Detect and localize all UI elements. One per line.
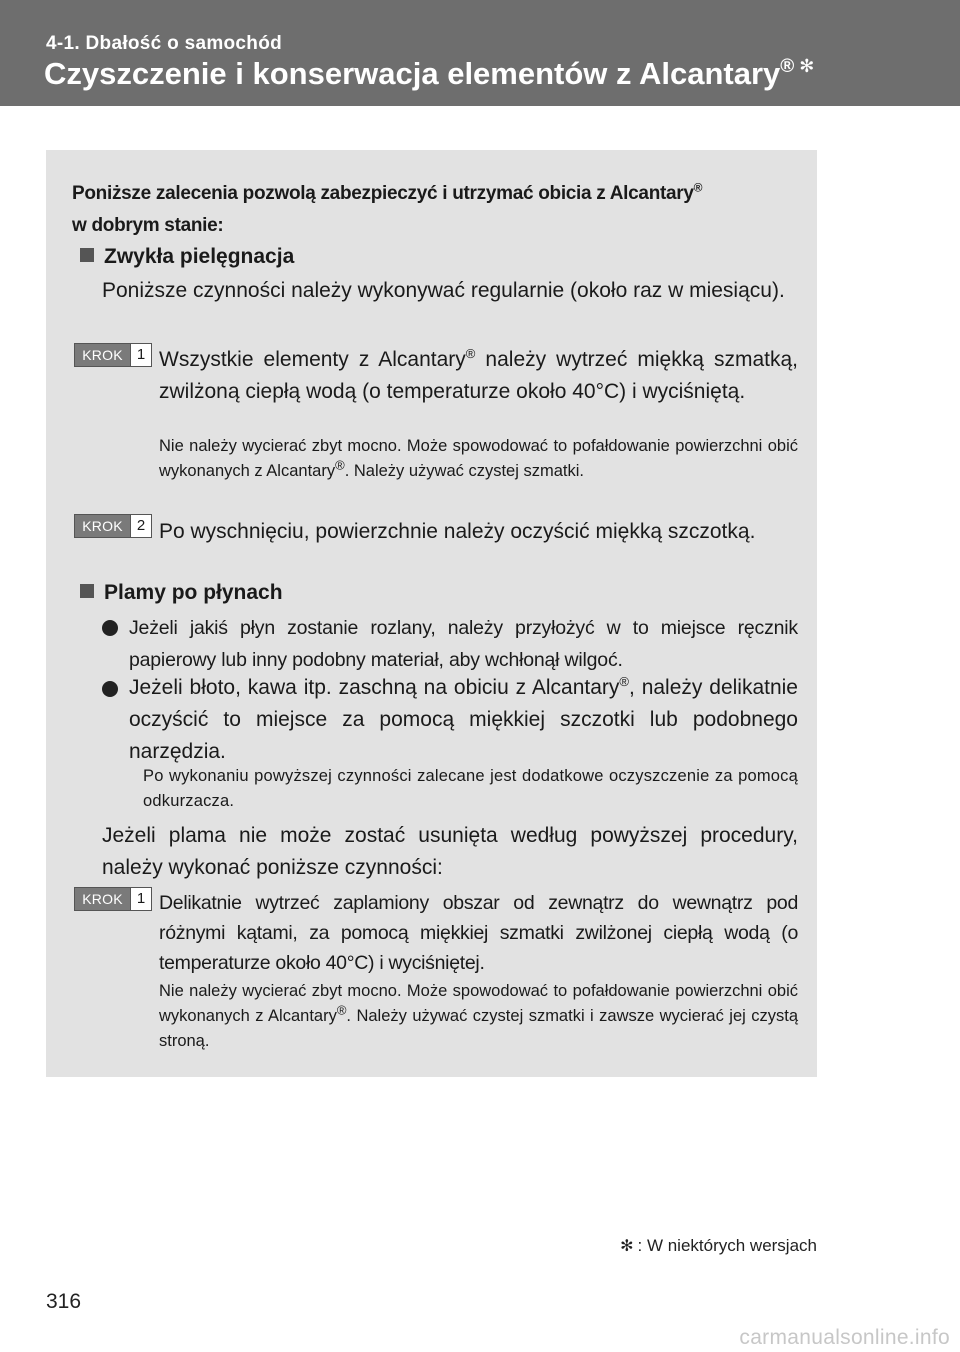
step-1-text-part-b: należy wytrzeć miękką szmatką, zwilżoną ciepłą wodą (o temperaturze około 40°C) i wyciśniętą.: [159, 348, 798, 403]
step-badge-label: KROK: [82, 347, 123, 363]
step-badge-number: 2: [130, 515, 151, 537]
vacuum-note: Po wykonaniu powyższej czynności zalecane jest dodatkowe oczyszczenie za pomocą odkurzacza.: [143, 767, 798, 810]
watermark: carmanualsonline.info: [739, 1326, 950, 1349]
heading-regular-care: [80, 241, 294, 273]
step-1-note: [159, 434, 798, 484]
stain-procedure-text: Jeżeli plama nie może zostać usunięta według powyższej procedury, należy wykonać poniższe czynności:: [102, 824, 798, 879]
step-1-note-part-a: Nie należy wycierać zbyt mocno. Może spowodować to pofałdowanie powierzchni obić wykonanych z Alcantary: [159, 437, 798, 480]
step-badge-2: [74, 514, 152, 538]
heading-text: Plamy po płynach: [104, 581, 283, 604]
heading-liquid-stains: [80, 577, 283, 609]
step-badge-stain-1: [74, 887, 152, 911]
bullet-1-text: Jeżeli jakiś płyn zostanie rozlany, należy przyłożyć w to miejsce ręcznik papierowy lub inny podobny materiał, aby wchłonął wilgoć.: [129, 617, 798, 671]
step-1-text-part-a: Wszystkie elementy z Alcantary: [159, 348, 466, 371]
bullet-2-text-part-b: , należy delikatnie oczyścić to miejsce za pomocą miękkiej szczotki lub podobnego narzędzia.: [129, 676, 798, 763]
heading-text: Zwykła pielęgnacja: [104, 245, 295, 268]
step-1-text: [159, 344, 798, 408]
registered-mark: ®: [780, 56, 795, 77]
registered-mark: ®: [619, 674, 629, 689]
round-bullet-icon: [102, 620, 118, 636]
stain-step-1-text: Delikatnie wytrzeć zaplamiony obszar od zewnątrz do wewnątrz pod różnymi kątami, za pomocą miękkiej szmatki zwilżonej ciepłą wodą (o temperaturze około 40°C) i wyciśniętej.: [159, 892, 798, 974]
registered-mark: ®: [335, 457, 345, 473]
page-title: [44, 56, 814, 92]
intro-text: [72, 178, 772, 242]
asterisk-icon: ✻: [620, 1238, 634, 1255]
step-badge-number: 1: [130, 888, 151, 910]
stain-step-1-note-part-b: . Należy używać czystej szmatki i zawsze wycierać jej czystą stroną.: [159, 1007, 798, 1050]
round-bullet-icon: [102, 681, 118, 697]
page-number: 316: [46, 1290, 82, 1313]
chapter-header: [0, 0, 960, 106]
registered-mark: ®: [336, 1002, 347, 1018]
intro-line-2: w dobrym stanie:: [72, 215, 224, 236]
step-badge-1: [74, 343, 152, 367]
stain-step-1-note-part-a: Nie należy wycierać zbyt mocno. Może spowodować to pofałdowanie powierzchni obić wykonanych z Alcantary: [159, 982, 798, 1025]
page-title-text: Czyszczenie i konserwacja elementów z Alcantary: [44, 56, 781, 91]
bullet-2-text: [129, 672, 798, 768]
registered-mark: ®: [693, 180, 703, 195]
step-badge-label: KROK: [82, 891, 123, 907]
square-bullet-icon: [80, 584, 94, 598]
content-panel: [46, 150, 817, 1077]
step-2-text: Po wyschnięciu, powierzchnie należy oczyścić miękką szczotką.: [159, 520, 756, 543]
regular-care-text: Poniższe czynności należy wykonywać regularnie (około raz w miesiącu).: [102, 279, 785, 302]
stain-step-1-note: [159, 979, 798, 1054]
footnote-text: : W niektórych wersjach: [637, 1236, 817, 1255]
section-label: 4-1. Dbałość o samochód: [46, 33, 283, 54]
step-1-note-part-b: . Należy używać czystej szmatki.: [344, 462, 584, 480]
step-badge-number: 1: [130, 344, 151, 366]
asterisk-icon: ✻: [799, 56, 815, 76]
square-bullet-icon: [80, 248, 94, 262]
step-badge-label: KROK: [82, 518, 123, 534]
registered-mark: ®: [465, 346, 476, 361]
intro-line-1: Poniższe zalecenia pozwolą zabezpieczyć i utrzymać obicia z Alcantary: [72, 183, 694, 204]
footnote: [620, 1236, 817, 1256]
bullet-2-text-part-a: Jeżeli błoto, kawa itp. zaschną na obiciu z Alcantary: [129, 676, 620, 699]
